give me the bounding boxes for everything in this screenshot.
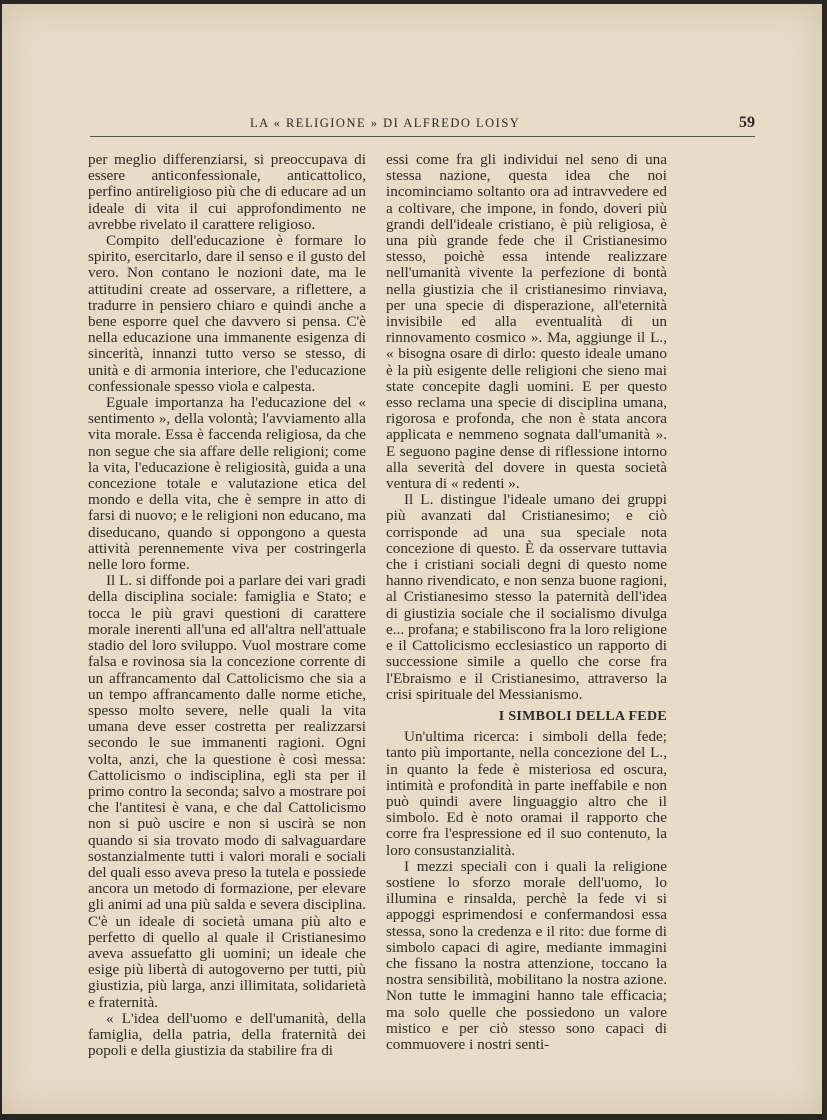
page-number: 59	[739, 114, 755, 131]
paragraph: Compito dell'educazione è formare lo spirito, esercitarlo, dare il senso e il gusto del vero. Non contano le nozioni date, ma le attitudini create ad osservare, a riflettere, a tradurre in pensiero chiaro e quindi anche a bene esporre quel che davvero si pensa. C'è nella educazione una immanente esigenza di sincerità, innanzi tutto verso se stesso, di unità e di armonia interiore, che l'educazione confessionale spesso viola e calpesta.	[88, 232, 366, 395]
paragraph: Il L. distingue l'ideale umano dei gruppi più avanzati dal Cristianesimo; e ciò corrisponde ad una sua speciale nota concezione di questo. È da osservare tuttavia che i cristiani sociali degni di questo nome hanno rivendicato, e non senza buone ragioni, al Cristianesimo stesso la paternità dell'idea di giustizia sociale che il socialismo divulga e... profana; e stabiliscono fra la loro religione e il Cattolicismo ecclesiastico un rapporto di successione simile a quello che corse fra l'Ebraismo e il Cristianesimo, attraverso la crisi spirituale del Messianismo.	[386, 491, 667, 703]
paragraph: I mezzi speciali con i quali la religione sostiene lo sforzo morale dell'uomo, lo illumina e rinsalda, perchè la fede vi si appoggi esprimendosi e confermandosi essa stessa, sono la credenza e il rito: due forme di simbolo capaci di agire, mediante immagini che fissano la nostra attenzione, toccano la nostra sensibilità, mobilitano la nostra azione. Non tutte le immagini hanno tale efficacia; ma solo quelle che possiedono un valore mistico e per ciò stesso sono capaci di commuovere i nostri senti-	[386, 857, 667, 1053]
running-header	[90, 116, 755, 137]
paragraph: Eguale importanza ha l'educazione del « sentimento », della volontà; l'avviamento alla vita morale. Essa è faccenda religiosa, da che non segue che sia affare delle religioni; come la vita, l'educazione è religiosità, guida a una concezione totale e valutazione etica del mondo e della vita, che è sempre in atto di farsi di nuovo; e le religioni non educano, ma diseducano, quando si oppongono a questa attività perennemente viva per costringerla nelle loro forme.	[88, 394, 366, 574]
paragraph: essi come fra gli individui nel seno di una stessa nazione, questa idea che noi incominciamo soltanto ora ad intravvedere ed a coltivare, che impone, in fondo, doveri più grandi dell'ideale cristiano, è più religiosa, è una più grande fede che il Cristianesimo stesso, poichè essa intende realizzare nell'umanità vivente la perfezione di bontà nella giustizia che il cristianesimo rinviava, per una specie di disperazione, all'eternità invisibile ed alla eventualità di un rinnovamento cosmico ». Ma, aggiunge il L., « bisogna osare di dirlo: questo ideale umano è la più esigente delle religioni che sieno mai state concepite dagli uomini. E per questo esso reclama una specie di disciplina umana, rigorosa e profonda, che non è stata ancora applicata e nemmeno sognata dall'umanità ». E seguono pagine dense di riflessione intorno alla severità del dovere in questa società ventura di « redenti ».	[386, 151, 667, 493]
paragraph: per meglio differenziarsi, si preoccupava di essere anticonfessionale, anticattolico, perfino antireligioso più che di educare ad un ideale di vita il cui approfondimento ne avrebbe rivelato il carattere religioso.	[88, 151, 366, 233]
section-heading: I SIMBOLI DELLA FEDE	[498, 708, 667, 724]
paragraph: Il L. si diffonde poi a parlare dei vari gradi della disciplina sociale: famiglia e Stato; e tocca le più gravi questioni di carattere morale inerenti all'una ed all'altra nell'attuale stadio del loro sviluppo. Vuol mostrare come falsa e rovinosa sia la concezione corrente di un affrancamento dal Cattolicismo che sia a un tempo affrancamento dalle norme etiche, spesso molto severe, nelle quali la vita umana deve esser costretta per realizzarsi secondo le sue immanenti ragioni. Ogni volta, anzi, che la questione è così messa: Cattolicismo o indisciplina, egli sta per il primo contro la seconda; salvo a mostrare poi che l'antitesi è vana, e che dal Cattolicismo non si può uscire e non si uscirà se non quando si sia trovato modo di salvaguardare sostanzialmente tutti i valori morali e sociali del quali esso aveva preso la tutela e possiede ancora un metodo di formazione, per elevare gli animi ad una più salda e severa disciplina. C'è un ideale di società umana più alto e perfetto di quello al quale il Cristianesimo aveva assuefatto gli uomini; un ideale che esige più libertà di autogoverno per tutti, più giustizia, più larga, anzi illimitata, solidarietà e fraternità.	[88, 572, 366, 1011]
left-text-column	[88, 152, 366, 1059]
running-title: LA « RELIGIONE » DI ALFREDO LOISY	[250, 116, 521, 130]
paragraph: « L'idea dell'uomo e dell'umanità, della famiglia, della patria, della fraternità dei popoli e della giustizia da stabilire fra di	[88, 1009, 366, 1060]
paragraph: Un'ultima ricerca: i simboli della fede; tanto più importante, nella concezione del L., in quanto la fede è misteriosa ed oscura, intimità e profondità in parte ineffabile e non può quindi avere linguaggio altro che il simbolo. Ed è noto oramai il rapporto che corre fra l'espressione ed il suo contenuto, la loro consustanzialità.	[386, 728, 667, 859]
book-page	[2, 4, 822, 1114]
right-text-column	[386, 152, 667, 1053]
